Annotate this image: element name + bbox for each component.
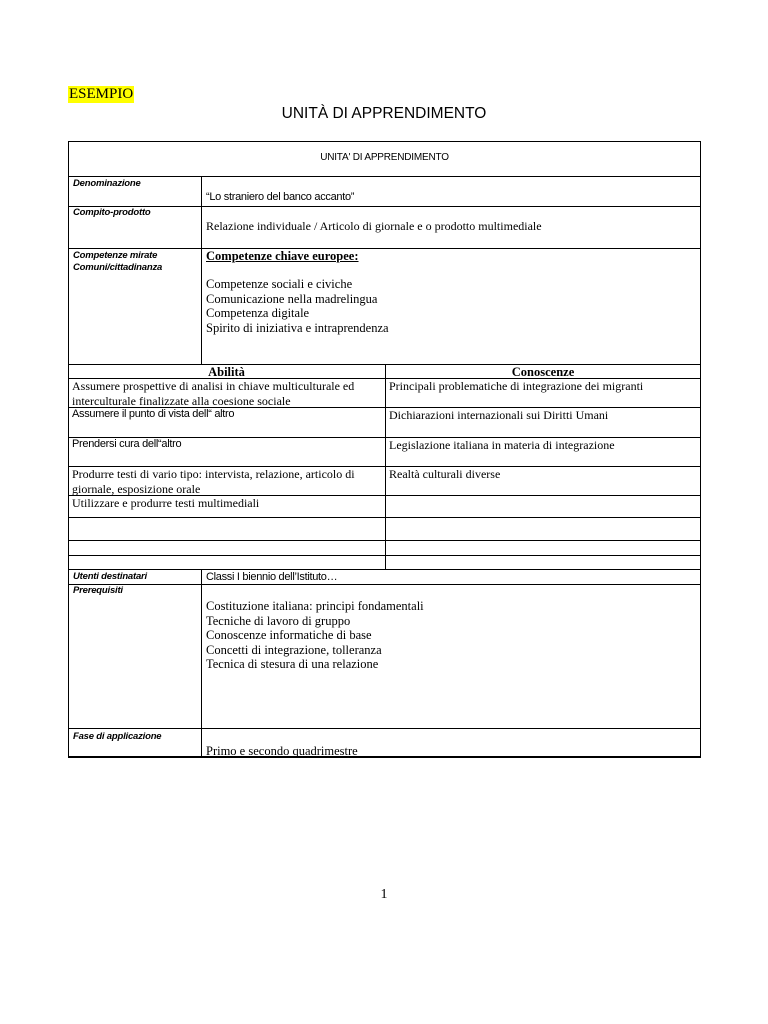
competenze-label: Competenze mirate xyxy=(73,250,158,261)
competenza-item: Spirito di iniziativa e intraprendenza xyxy=(206,320,389,335)
example-badge: ESEMPIO xyxy=(69,86,134,102)
conoscenze-cell: Principali problematiche di integrazione dei migranti xyxy=(389,379,644,393)
competenza-item: Comunicazione nella madrelingua xyxy=(206,291,378,306)
conoscenze-header: Conoscenze xyxy=(511,365,575,379)
abilita-cell: Utilizzare e produrre testi multimediali xyxy=(72,496,260,510)
page-title: UNITÀ DI APPRENDIMENTO xyxy=(281,105,487,122)
prerequisito-item: Tecnica di stesura di una relazione xyxy=(206,657,379,671)
competenze-label-2: Comuni/cittadinanza xyxy=(73,262,163,273)
fase-label: Fase di applicazione xyxy=(73,731,162,742)
compito-label: Compito-prodotto xyxy=(73,207,151,218)
prerequisiti-list xyxy=(206,599,424,672)
prerequisito-item: Costituzione italiana: principi fondamentali xyxy=(206,599,424,613)
prerequisito-item: Conoscenze informatiche di base xyxy=(206,628,372,642)
utenti-value: Classi I biennio dell’Istituto… xyxy=(206,571,338,583)
prerequisito-item: Concetti di integrazione, tolleranza xyxy=(206,642,382,657)
page-number: 1 xyxy=(380,887,388,902)
competenza-item: Competenza digitale xyxy=(206,306,310,320)
abilita-cell: Assumere prospettive di analisi in chiave multiculturale ed interculturale finalizzate alla coesione sociale xyxy=(72,379,355,408)
prerequisito-item: Tecniche di lavoro di gruppo xyxy=(206,613,351,628)
table-caption: UNITA' DI APPRENDIMENTO xyxy=(320,152,449,163)
conoscenze-cell: Legislazione italiana in materia di integrazione xyxy=(389,438,615,452)
compito-value: Relazione individuale / Articolo di giornale e o prodotto multimediale xyxy=(206,219,542,233)
fase-value: Primo e secondo quadrimestre xyxy=(206,744,358,758)
utenti-label: Utenti destinatari xyxy=(73,571,147,582)
denominazione-label: Denominazione xyxy=(73,178,141,189)
abilita-header: Abilità xyxy=(208,365,245,379)
competenze-heading: Competenze chiave europee: xyxy=(206,249,359,263)
denominazione-value: “Lo straniero del banco accanto” xyxy=(206,191,355,203)
abilita-cell: Prendersi cura dell“altro xyxy=(72,438,182,450)
abilita-cell: Produrre testi di vario tipo: intervista, relazione, articolo di giornale, esposizione orale xyxy=(72,467,355,496)
abilita-cell: Assumere il punto di vista dell“ altro xyxy=(72,408,235,420)
conoscenze-cell: Dichiarazioni internazionali sui Diritti Umani xyxy=(389,408,609,422)
competenze-list xyxy=(206,277,389,335)
prerequisiti-label: Prerequisiti xyxy=(73,585,123,596)
conoscenze-cell: Realtà culturali diverse xyxy=(389,467,501,481)
competenza-item: Competenze sociali e civiche xyxy=(206,277,353,291)
